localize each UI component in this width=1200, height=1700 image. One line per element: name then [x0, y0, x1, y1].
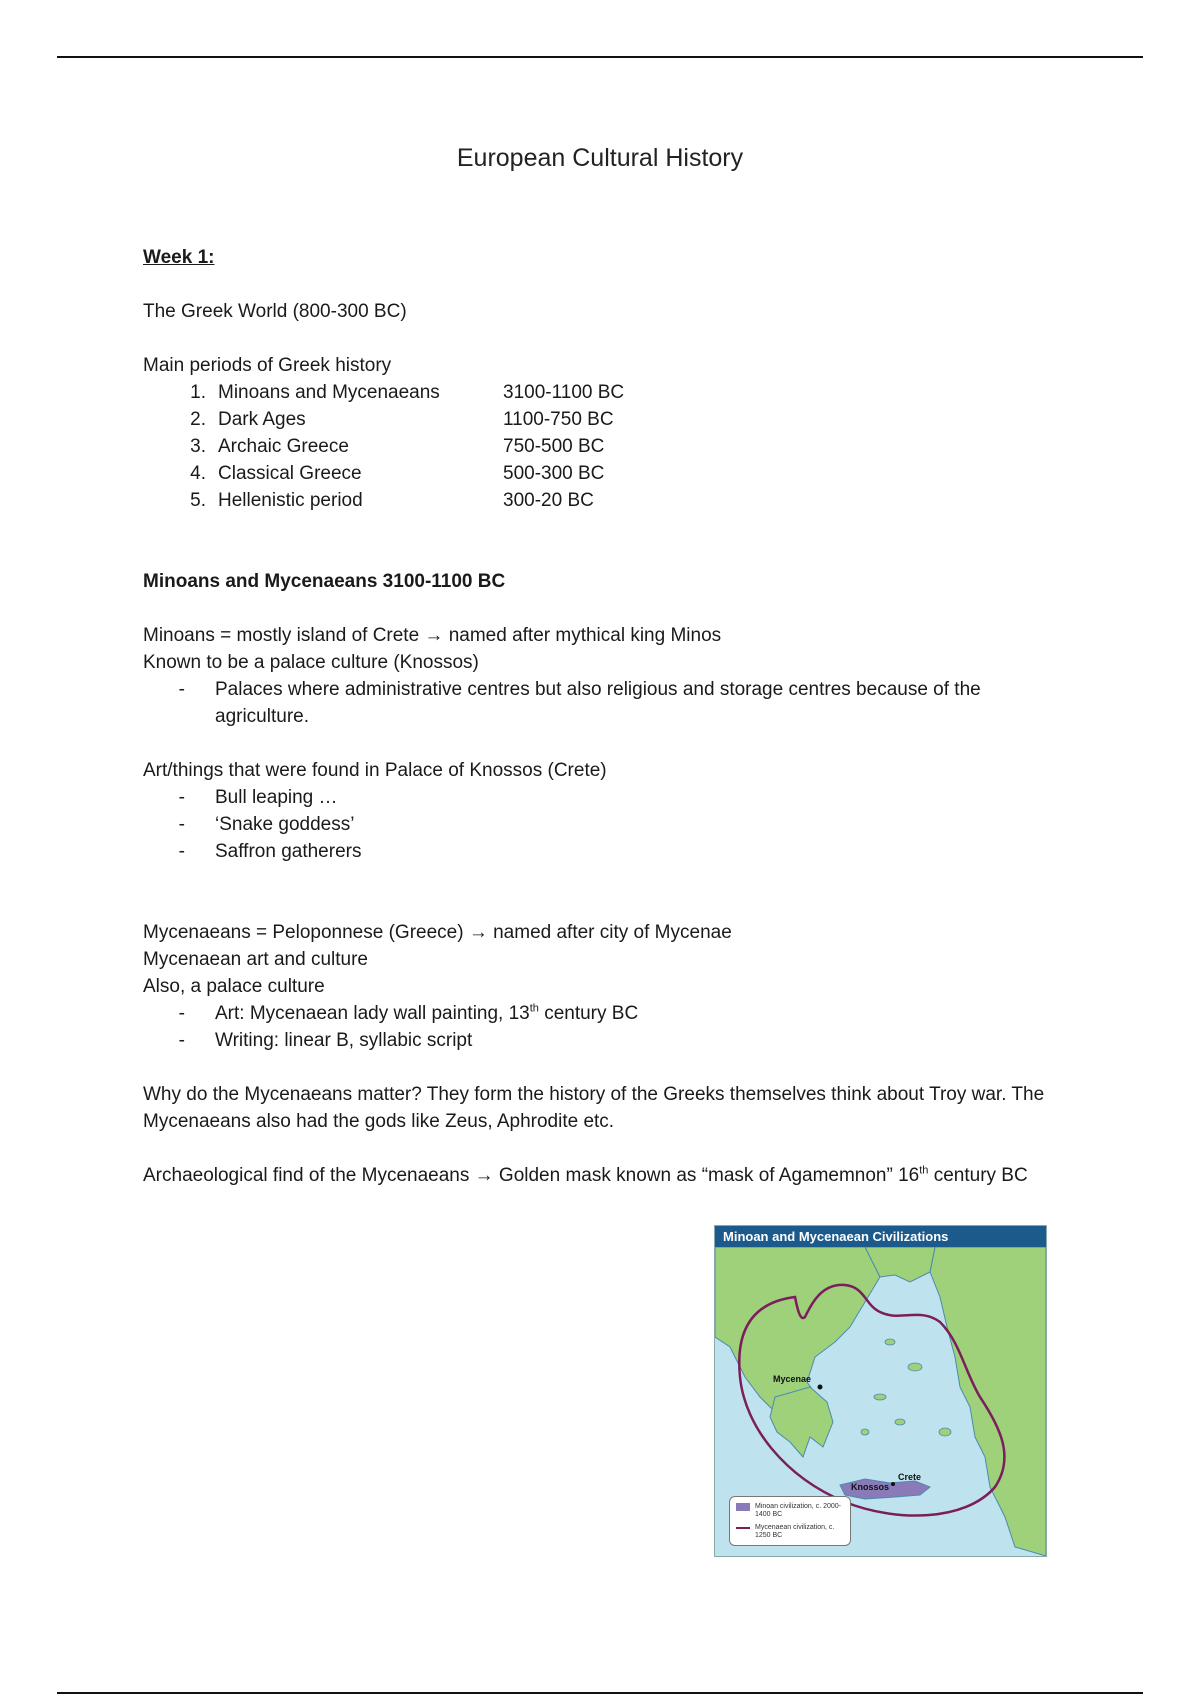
- list-item: 4. Classical Greece 500-300 BC: [190, 463, 605, 484]
- document-title: European Cultural History: [456, 144, 744, 172]
- list-item: - Bull leaping …: [178, 787, 338, 808]
- anatolia: [930, 1247, 1046, 1556]
- myc-art-line: Mycenaean art and culture: [143, 949, 368, 970]
- myc-bullets: [143, 1000, 1063, 1054]
- island: [874, 1394, 886, 1400]
- island: [885, 1339, 895, 1345]
- mycenaeans-line: Mycenaeans = Peloponnese (Greece) → named after city of Mycenae: [143, 922, 732, 943]
- island: [939, 1428, 951, 1436]
- also-line: Also, a palace culture: [143, 976, 325, 997]
- list-item: - ‘Snake goddess’: [178, 814, 355, 835]
- minoans-line: Minoans = mostly island of Crete → named after mythical king Minos: [143, 625, 722, 646]
- mycenae-label: Mycenae: [773, 1374, 812, 1384]
- peloponnese: [770, 1387, 833, 1457]
- top-rule: [57, 56, 1143, 58]
- mycenaean-line-swatch: [736, 1527, 750, 1529]
- list-item: 5. Hellenistic period 300-20 BC: [190, 490, 594, 511]
- crete-label: Crete: [898, 1472, 922, 1482]
- art-bullets: [143, 784, 1063, 865]
- knossos-marker: [891, 1482, 895, 1486]
- island: [908, 1363, 922, 1371]
- bottom-rule: [57, 1692, 1143, 1694]
- find-paragraph: Archaeological find of the Mycenaeans → Golden mask known as “mask of Agamemnon” 16th century BC: [143, 1164, 1028, 1186]
- list-item: - Art: Mycenaean lady wall painting, 13th century BC: [178, 1002, 639, 1024]
- minoan-swatch: [736, 1503, 750, 1511]
- island: [861, 1429, 869, 1435]
- document-body: [143, 244, 1063, 1189]
- periods-list: [143, 379, 1063, 514]
- periods-heading: Main periods of Greek history: [143, 355, 392, 376]
- palace-line: Known to be a palace culture (Knossos): [143, 652, 479, 673]
- list-item: - Writing: linear B, syllabic script: [178, 1030, 473, 1051]
- why-paragraph: Why do the Mycenaeans matter? They form the history of the Greeks themselves think about Troy war. The Mycenaeans also had the gods like Zeus, Aphrodite etc.: [143, 1084, 1045, 1132]
- list-item: 3. Archaic Greece 750-500 BC: [190, 436, 605, 457]
- palace-bullets: [143, 676, 1063, 730]
- list-item: - Saffron gatherers: [178, 841, 362, 862]
- section-heading: Minoans and Mycenaeans 3100-1100 BC: [143, 571, 506, 592]
- week-heading: Week 1:: [143, 247, 215, 268]
- mycenae-marker: [818, 1385, 823, 1390]
- civilizations-map: [714, 1225, 1047, 1557]
- list-item: 2. Dark Ages 1100-750 BC: [190, 409, 614, 430]
- map-title: Minoan and Mycenaean Civilizations: [715, 1226, 1046, 1247]
- art-heading: Art/things that were found in Palace of Knossos (Crete): [143, 760, 607, 781]
- map-legend: Minoan civilization, c. 2000-1400 BC Mycenaean civilization, c. 1250 BC: [729, 1496, 851, 1546]
- island: [895, 1419, 905, 1425]
- knossos-label: Knossos: [851, 1482, 890, 1492]
- list-item: - Palaces where administrative centres but also religious and storage centres because of the agriculture.: [178, 679, 981, 727]
- subtitle: The Greek World (800-300 BC): [143, 301, 407, 322]
- list-item: 1. Minoans and Mycenaeans 3100-1100 BC: [190, 382, 625, 403]
